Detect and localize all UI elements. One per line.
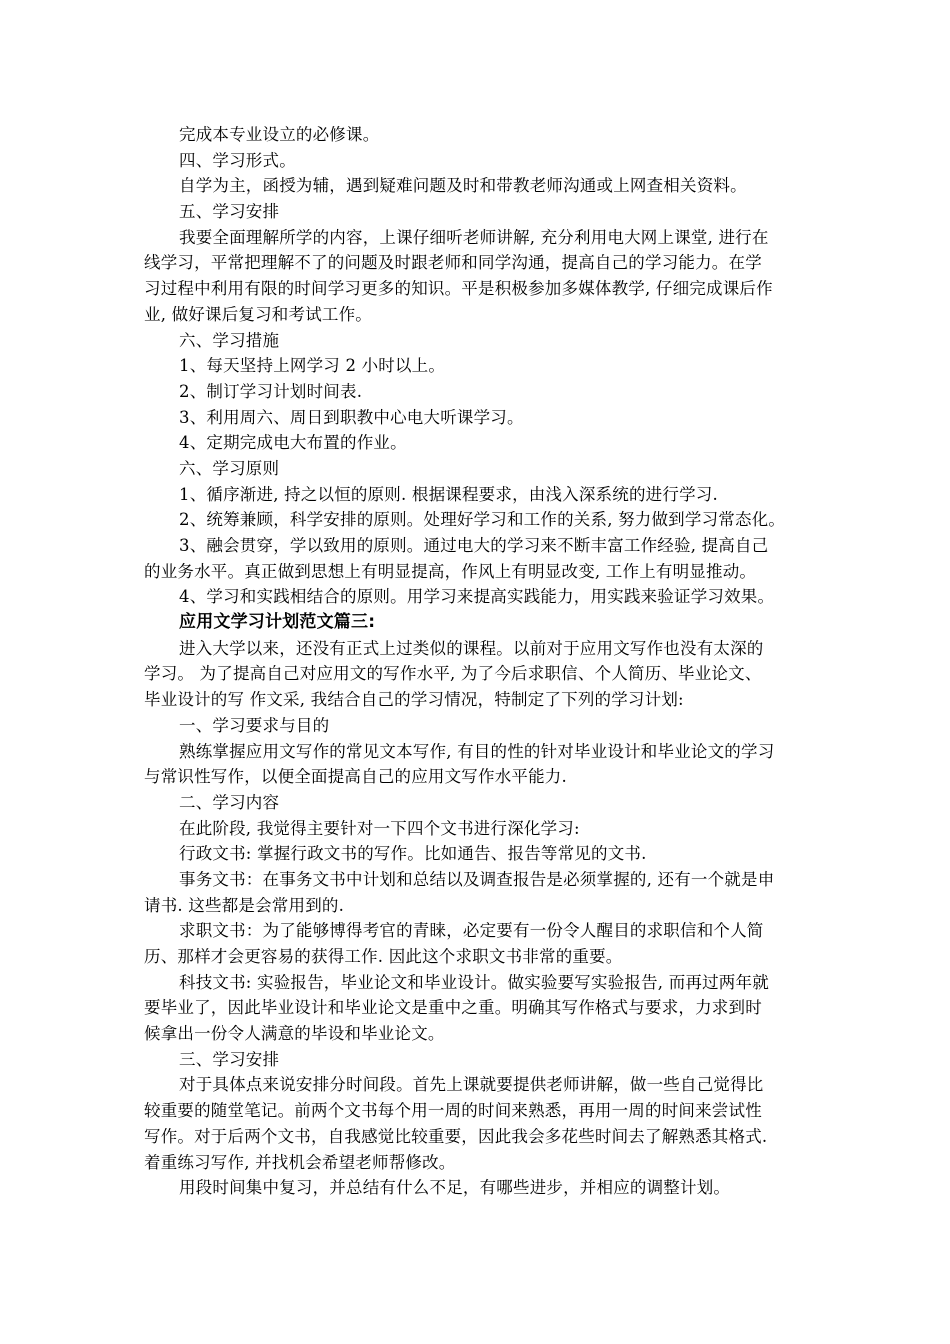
text-line: 二、学习内容	[179, 792, 280, 812]
text-line: 求职文书：为了能够博得考官的青睐，必定要有一份令人醒目的求职信和个人简	[179, 921, 764, 941]
text-line: 较重要的随堂笔记。前两个文书每个用一周的时间来熟悉，再用一周的时间来尝试性	[144, 1101, 762, 1121]
text-line: 进入大学以来，还没有正式上过类似的课程。以前对于应用文写作也没有太深的	[179, 638, 764, 658]
text-line: 历、那样才会更容易的获得工作. 因此这个求职文书非常的重要。	[144, 947, 623, 966]
text-line: 科技文书: 实验报告，毕业论文和毕业设计。做实验要写实验报告, 而再过两年就	[179, 972, 769, 992]
text-line: 我要全面理解所学的内容，上课仔细听老师讲解, 充分利用电大网上课堂, 进行在	[179, 227, 769, 247]
section-heading: 应用文学习计划范文篇三:	[179, 612, 376, 633]
text-line: 请书. 这些都是会常用到的.	[144, 895, 345, 915]
text-line: 毕业设计的写 作文采, 我结合自己的学习情况，特制定了下列的学习计划:	[144, 690, 684, 710]
text-line: 自学为主，函授为辅，遇到疑难问题及时和带教老师沟通或上网查相关资料。	[179, 176, 747, 196]
text-line: 的业务水平。真正做到思想上有明显提高，作风上有明显改变, 工作上有明显推动。	[144, 561, 757, 581]
text-line: 学习。 为了提高自己对应用文的写作水平, 为了今后求职信、个人简历、毕业论文、	[144, 664, 762, 684]
text-line: 线学习，平常把理解不了的问题及时跟老师和同学沟通，提高自己的学习能力。在学	[144, 253, 762, 273]
text-line: 写作。对于后两个文书，自我感觉比较重要，因此我会多花些时间去了解熟悉其格式.	[144, 1126, 768, 1146]
text-line: 三、学习安排	[179, 1049, 280, 1069]
text-line: 对于具体点来说安排分时间段。首先上课就要提供老师讲解，做一些自己觉得比	[179, 1075, 764, 1095]
text-line: 2、制订学习计划时间表.	[179, 381, 363, 401]
text-line: 六、学习措施	[179, 330, 280, 350]
text-line: 3、利用周六、周日到职教中心电大听课学习。	[179, 407, 524, 427]
text-line: 用段时间集中复习，并总结有什么不足，有哪些进步，并相应的调整计划。	[179, 1178, 731, 1198]
text-line: 在此阶段, 我觉得主要针对一下四个文书进行深化学习:	[179, 818, 580, 838]
document-page	[144, 122, 809, 1201]
text-line: 1、每天坚持上网学习 2 小时以上。	[179, 356, 446, 376]
text-line: 4、定期完成电大布置的作业。	[179, 433, 407, 453]
text-line: 4、学习和实践相结合的原则。用学习来提高实践能力，用实践来验证学习效果。	[179, 587, 775, 607]
text-line: 业, 做好课后复习和考试工作。	[144, 304, 372, 324]
text-line: 3、融会贯穿，学以致用的原则。通过电大的学习来不断丰富工作经验, 提高自己	[179, 536, 769, 555]
text-line: 着重练习写作, 并找机会希望老师帮修改。	[144, 1152, 456, 1172]
text-line: 2、统筹兼顾，科学安排的原则。处理好学习和工作的关系, 努力做到学习常态化。	[179, 510, 786, 530]
text-line: 习过程中利用有限的时间学习更多的知识。平是积极参加多媒体教学, 仔细完成课后作	[144, 279, 773, 299]
text-line: 行政文书: 掌握行政文书的写作。比如通告、报告等常见的文书.	[179, 844, 647, 864]
text-line: 五、学习安排	[179, 202, 280, 222]
text-line: 六、学习原则	[179, 458, 280, 478]
text-line: 熟练掌握应用文写作的常见文本写作, 有目的性的针对毕业设计和毕业论文的学习	[179, 741, 775, 761]
text-line: 事务文书：在事务文书中计划和总结以及调查报告是必须掌握的, 还有一个就是申	[179, 869, 775, 889]
text-line: 与常识性写作，以便全面提高自己的应用文写作水平能力.	[144, 767, 567, 787]
text-line: 一、学习要求与目的	[179, 715, 330, 735]
text-line: 四、学习形式。	[179, 150, 296, 170]
text-line: 完成本专业设立的必修课。	[179, 125, 380, 144]
text-line: 要毕业了，因此毕业设计和毕业论文是重中之重。明确其写作格式与要求，力求到时	[144, 998, 762, 1018]
text-line: 候拿出一份令人满意的毕设和毕业论文。	[144, 1024, 445, 1044]
text-line: 1、循序渐进, 持之以恒的原则. 根据课程要求，由浅入深系统的进行学习.	[179, 484, 718, 504]
